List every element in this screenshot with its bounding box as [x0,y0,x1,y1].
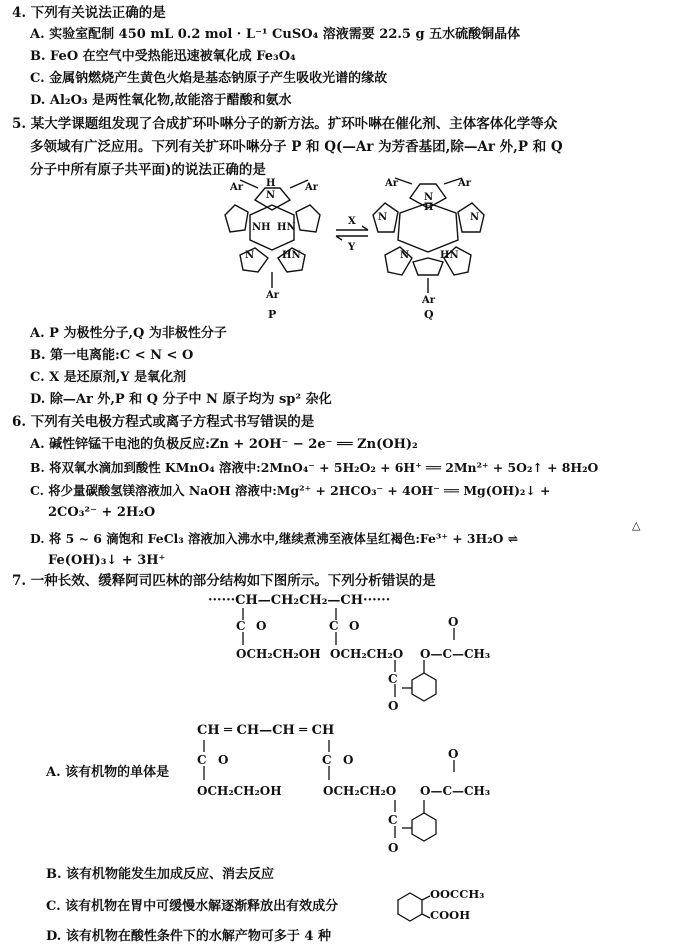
p-nh-left: NH [252,222,271,233]
polymer-o-top: O [448,615,459,629]
p-n-top: N [266,190,276,201]
monomer-c3: C [388,813,398,827]
polymer-c1: C [236,619,246,633]
heat-symbol: △ [632,519,641,532]
polymer-acetyl: O—C—CH₃ [420,647,491,661]
polymer-ester2: OCH₂CH₂O [330,647,404,661]
q-n-top: N [424,192,434,203]
q4-option-a: A. 实验室配制 450 mL 0.2 mol · L⁻¹ CuSO₄ 溶液需要 22.5 g 五水硫酸铜晶体 [30,27,521,42]
q6-option-d-line1: D. 将 5 ~ 6 滴饱和 FeCl₃ 溶液加入沸水中,继续煮沸至液体呈红褐色:Fe³⁺ + 3H₂O ⇌ [30,531,519,546]
aspirin-group-acid: COOH [430,908,471,922]
monomer-ester2: OCH₂CH₂O [323,784,397,798]
p-nh-top: H [266,178,276,189]
q-ar-top-left: Ar [385,178,399,189]
q6-option-c-line2: 2CO₃²⁻ + 2H₂O [48,505,156,520]
monomer-o1: O [218,753,229,767]
monomer-c2: C [322,753,332,767]
aspirin-group-ester: OOCCH₃ [430,887,485,901]
q7-option-c: C. 该有机物在胃中可缓慢水解逐渐释放出有效成分 [46,899,339,914]
monomer-acetyl: O—C—CH₃ [420,784,491,798]
q5-stem-line3: 分子中所有原子共平面)的说法正确的是 [30,162,266,178]
monomer-o3: O [388,841,399,855]
arrow-label-y: Y [348,242,356,253]
q-hn-br: HN [440,250,459,261]
q5-option-d: D. 除—Ar 外,P 和 Q 分子中 N 原子均为 sp² 杂化 [30,392,332,407]
q4-stem: 4. 下列有关说法正确的是 [12,5,166,21]
q-n-left: N [378,212,388,223]
q6-stem: 6. 下列有关电极方程式或离子方程式书写错误的是 [12,414,315,430]
q6-option-d-line2: Fe(OH)₃↓ + 3H⁺ [48,553,166,568]
q-ar-top-right: Ar [458,178,472,189]
q6-option-b: B. 将双氧水滴加到酸性 KMnO₄ 溶液中:2MnO₄⁻ + 5H₂O₂ + 6H⁺ ══ 2Mn²⁺ + 5O₂↑ + 8H₂O [30,460,599,475]
q4-option-b: B. FeO 在空气中受热能迅速被氧化成 Fe₃O₄ [30,49,296,64]
q6-option-c-line1: C. 将少量碳酸氢镁溶液加入 NaOH 溶液中:Mg²⁺ + 2HCO₃⁻ + 4OH⁻ ══ Mg(OH)₂↓ + [30,483,551,498]
q6-option-a: A. 碱性锌锰干电池的负极反应:Zn + 2OH⁻ − 2e⁻ ══ Zn(OH)₂ [30,437,418,452]
polymer-c2: C [329,619,339,633]
p-ar-bottom: Ar [266,290,280,301]
monomer-o-top: O [448,747,459,761]
polymer-o3: O [388,699,399,713]
q7-option-a-label: A. 该有机物的单体是 [46,765,170,780]
q7-stem: 7. 一种长效、缓释阿司匹林的部分结构如下图所示。下列分析错误的是 [12,573,436,589]
q5-stem-line1: 5. 某大学课题组发现了合成扩环卟啉分子的新方法。扩环卟啉在催化剂、主体客体化学等众 [12,116,558,132]
q-n-right: N [470,212,480,223]
monomer-chain: CH ═ CH—CH ═ CH [197,723,335,738]
q-ar-bottom: Ar [422,295,436,306]
monomer-o2: O [343,753,354,767]
monomer-c1: C [197,753,207,767]
q7-option-d: D. 该有机物在酸性条件下的水解产物可多于 4 种 [46,929,331,944]
arrow-label-x: X [348,216,356,227]
q5-option-b: B. 第一电离能:C < N < O [30,348,194,363]
p-hn-br: HN [282,250,301,261]
label-q: Q [424,308,434,321]
q5-stem-line2: 多领域有广泛应用。下列有关扩环卟啉分子 P 和 Q(—Ar 为芳香基团,除—Ar 外,P 和 Q [30,139,563,155]
q-h-top: H [424,202,434,213]
polymer-o2: O [349,619,360,633]
p-hn-right: HN [277,222,296,233]
polymer-backbone: ······CH—CH₂CH₂—CH······ [208,593,391,608]
q5-option-a: A. P 为极性分子,Q 为非极性分子 [30,326,227,341]
monomer-ester1: OCH₂CH₂OH [197,784,282,798]
polymer-c3: C [388,672,398,686]
q7-option-b: B. 该有机物能发生加成反应、消去反应 [46,867,275,882]
p-ar-top-right: Ar [305,182,319,193]
p-ar-top-left: Ar [230,182,244,193]
p-n-bl: N [245,250,255,261]
polymer-o1: O [256,619,267,633]
polymer-ester1: OCH₂CH₂OH [236,647,321,661]
q4-option-c: C. 金属钠燃烧产生黄色火焰是基态钠原子产生吸收光谱的缘故 [30,71,388,86]
label-p: P [268,308,277,321]
q4-option-d: D. Al₂O₃ 是两性氧化物,故能溶于醋酸和氨水 [30,93,292,108]
q5-option-c: C. X 是还原剂,Y 是氧化剂 [30,370,187,385]
q-n-bl: N [400,250,410,261]
